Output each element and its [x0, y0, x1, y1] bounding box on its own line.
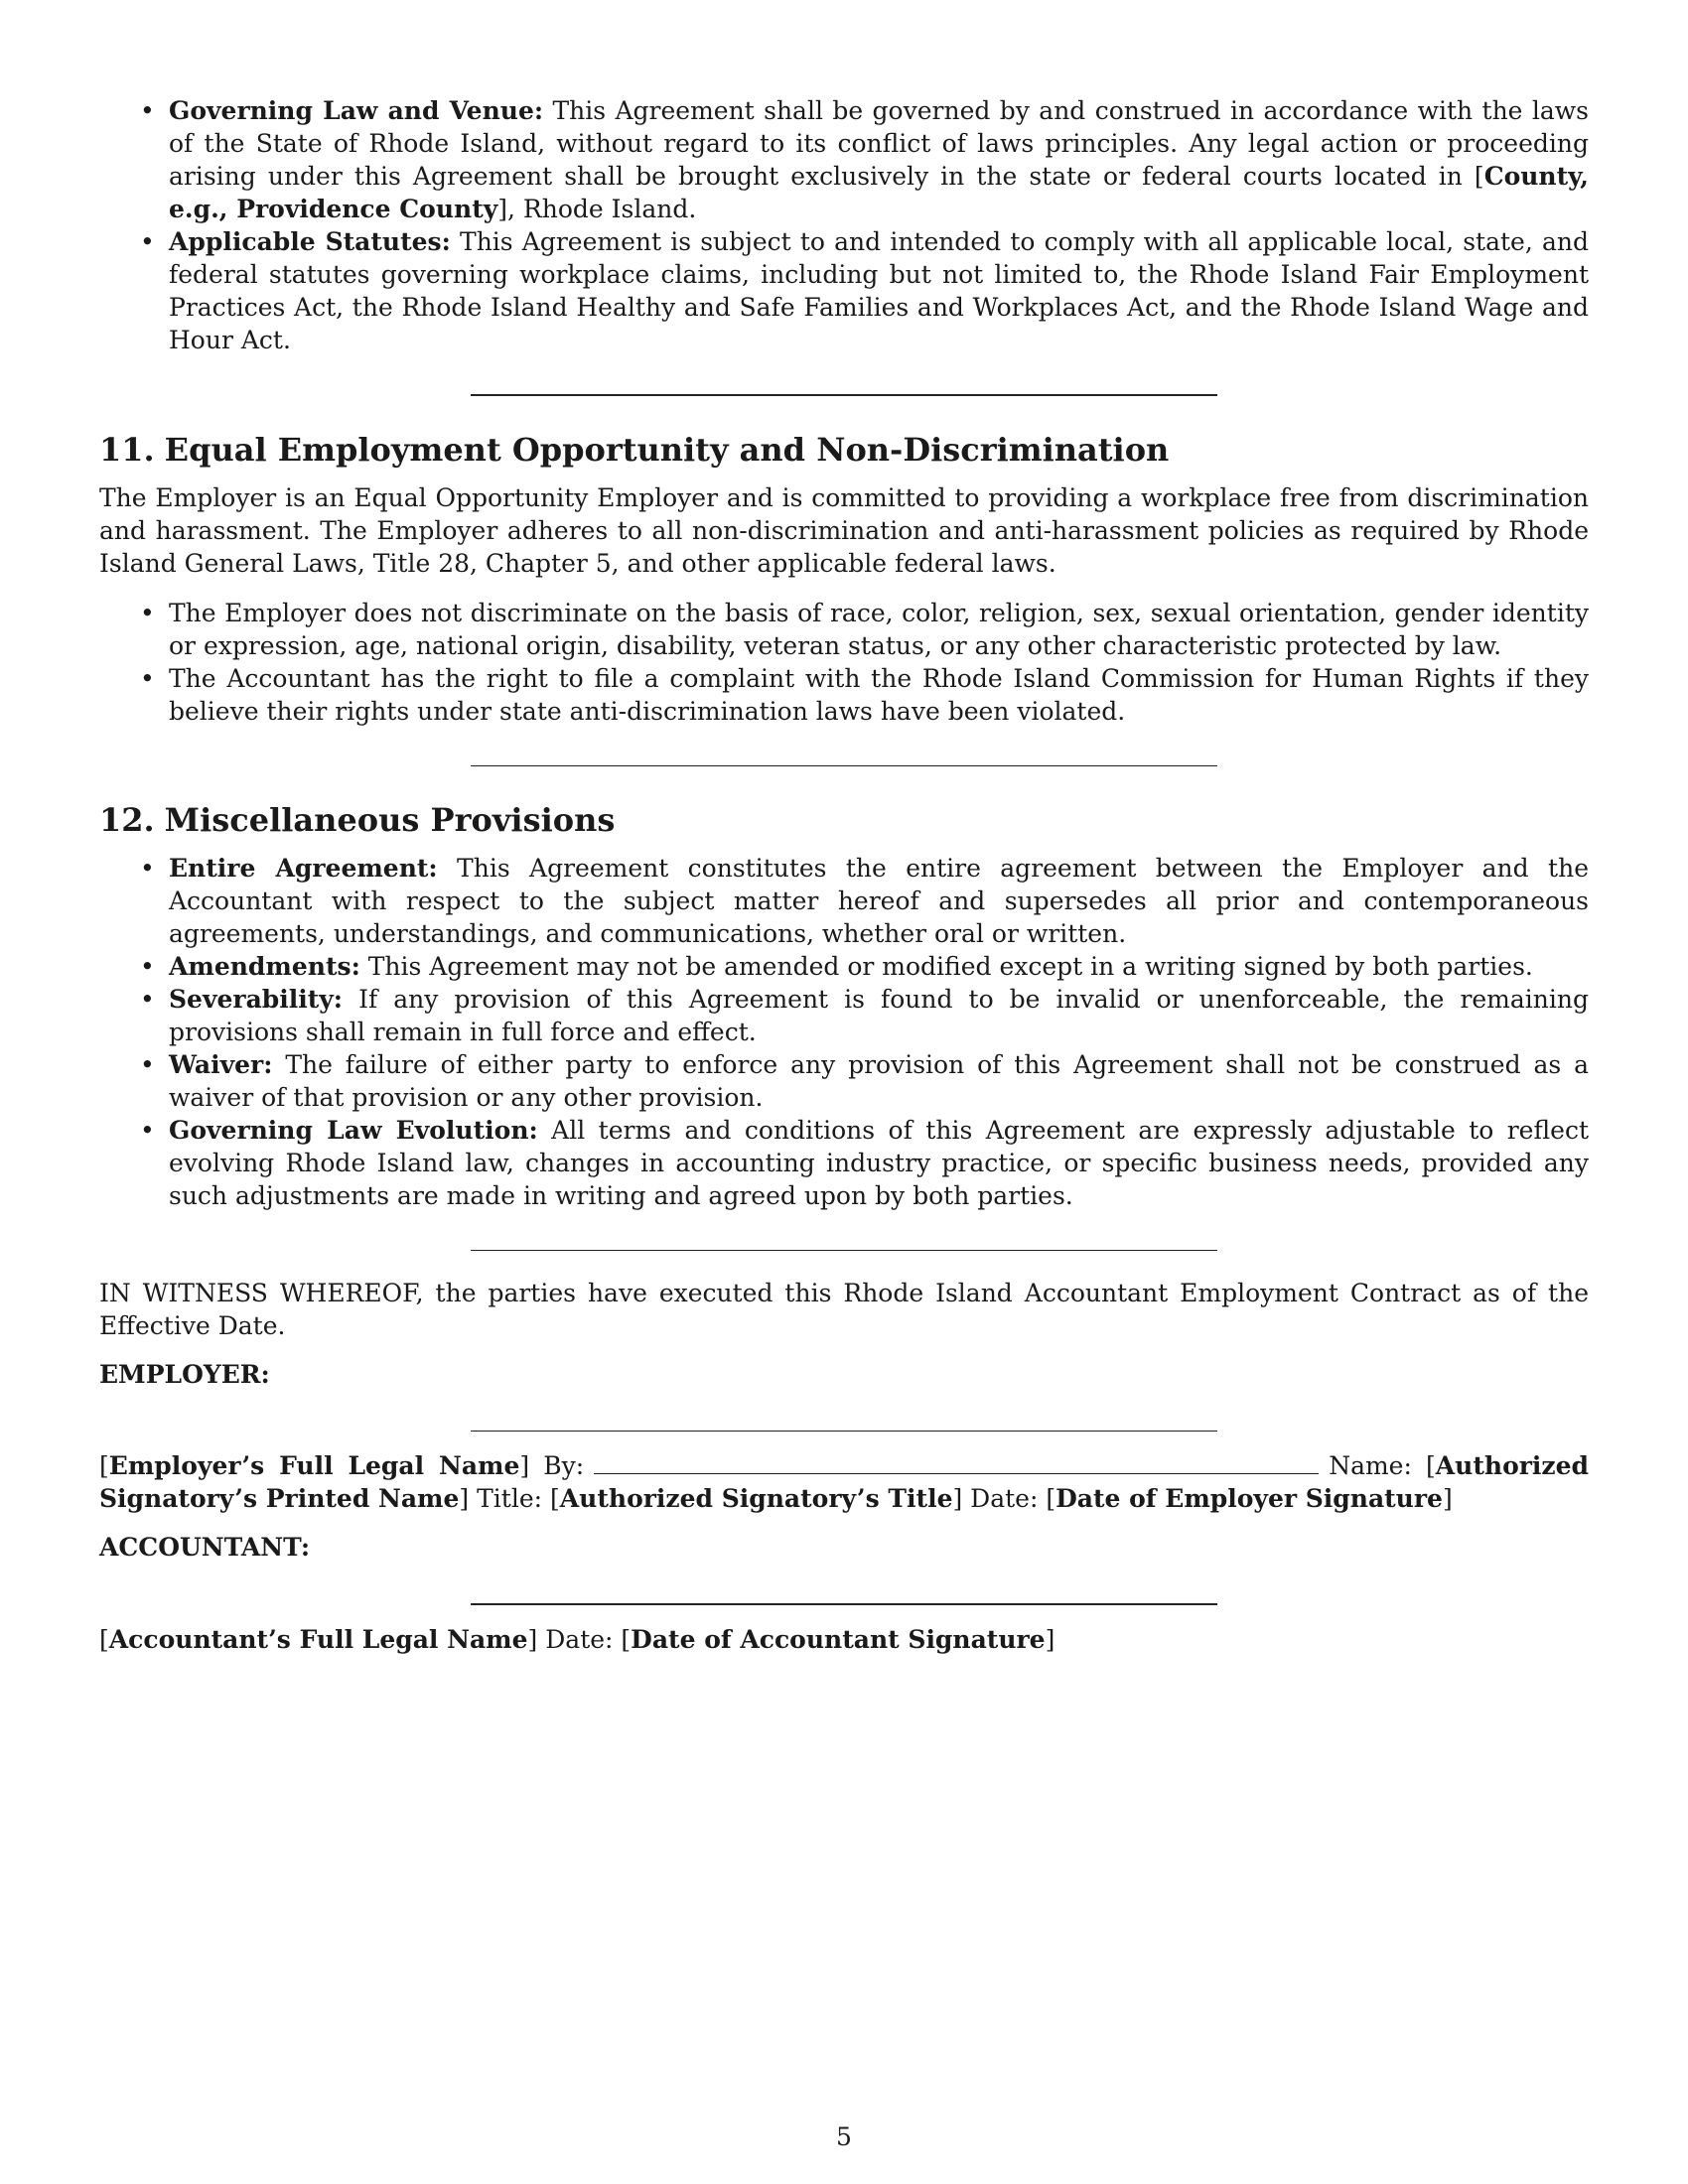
- list-item: • The Accountant has the right to file a complaint with the Rhode Island Commission for Human Rights if they believe their rights under state anti-discrimination laws have been violated.: [99, 662, 1589, 728]
- signature-line[interactable]: [471, 1431, 1217, 1432]
- governing-bullets: [99, 94, 1589, 356]
- employer-signature-block: [Employer’s Full Legal Name] By: Name: [Authorized Signatory’s Printed Name] Title: [Authorized Signatory’s Title] Date: [Date of Employer Signature]: [99, 1451, 1590, 1513]
- bullet-label: Amendments:: [169, 952, 360, 981]
- list-item: • Amendments: This Agreement may not be amended or modified except in a writing signed by both parties.: [99, 950, 1589, 983]
- employer-heading: EMPLOYER:: [99, 1360, 270, 1389]
- placeholder: County, e.g., Providence County: [169, 162, 1589, 223]
- bullet-label: Entire Agreement:: [169, 854, 438, 883]
- list-item: • The Employer does not discriminate on the basis of race, color, religion, sex, sexual orientation, gender identity or expression, age, national origin, disability, veteran status, or any other characteristic protected by law.: [99, 597, 1589, 662]
- page-number: 5: [836, 2122, 852, 2151]
- signature-line[interactable]: [471, 1603, 1217, 1605]
- section-11-intro: The Employer is an Equal Opportunity Employer and is committed to providing a workplace free from discrimination and harassment. The Employer adheres to all non-discrimination and anti-harassment policies as required by Rhode Island General Laws, Title 28, Chapter 5, and other applicable federal laws.: [99, 483, 1589, 578]
- bullet-label: Governing Law and Venue:: [169, 96, 544, 125]
- witness-statement: IN WITNESS WHEREOF, the parties have executed this Rhode Island Accountant Employment Contract as of the Effective Date.: [99, 1279, 1589, 1340]
- section-divider: [471, 394, 1217, 396]
- list-item: • Governing Law Evolution: All terms and conditions of this Agreement are expressly adjustable to reflect evolving Rhode Island law, changes in accounting industry practice, or specific business needs, provided any such adjustments are made in writing and agreed upon by both parties.: [99, 1114, 1589, 1212]
- list-item: • Waiver: The failure of either party to enforce any provision of this Agreement shall not be construed as a waiver of that provision or any other provision.: [99, 1048, 1589, 1114]
- bullet-label: Severability:: [169, 985, 344, 1014]
- accountant-signature-block: [Accountant’s Full Legal Name] Date: [Date of Accountant Signature]: [99, 1625, 1055, 1654]
- section-divider: [471, 1250, 1217, 1251]
- bullet-label: Waiver:: [169, 1050, 273, 1079]
- bullet-label: Governing Law Evolution:: [169, 1116, 538, 1145]
- list-item: • Applicable Statutes: This Agreement is subject to and intended to comply with all applicable local, state, and federal statutes governing workplace claims, including but not limited to, the Rhode Island Fair Employment Practices Act, the Rhode Island Healthy and Safe Families and Workplaces Act, and the Rhode Island Wage and Hour Act.: [99, 225, 1589, 356]
- accountant-heading: ACCOUNTANT:: [99, 1533, 311, 1562]
- list-item: • Entire Agreement: This Agreement constitutes the entire agreement between the Employer and the Accountant with respect to the subject matter hereof and supersedes all prior and contemporaneous agreements, understandings, and communications, whether oral or written.: [99, 852, 1589, 950]
- section-11-heading: 11. Equal Employment Opportunity and Non-Discrimination: [99, 431, 1170, 469]
- bullet-label: Applicable Statutes:: [169, 227, 451, 256]
- list-item: • Governing Law and Venue: This Agreement shall be governed by and construed in accordance with the laws of the State of Rhode Island, without regard to its conflict of laws principles. Any legal action or proceeding arising under this Agreement shall be brought exclusively in the state or federal courts located in [County, e.g., Providence County], Rhode Island.: [99, 94, 1589, 225]
- document-page: [99, 94, 1589, 1656]
- list-item: • Severability: If any provision of this Agreement is found to be invalid or unenforceable, the remaining provisions shall remain in full force and effect.: [99, 983, 1589, 1048]
- section-12-bullets: [99, 852, 1589, 1212]
- by-signature-blank[interactable]: [594, 1451, 1319, 1474]
- section-12-heading: 12. Miscellaneous Provisions: [99, 801, 616, 839]
- section-divider: [471, 765, 1217, 766]
- section-11-bullets: [99, 597, 1589, 728]
